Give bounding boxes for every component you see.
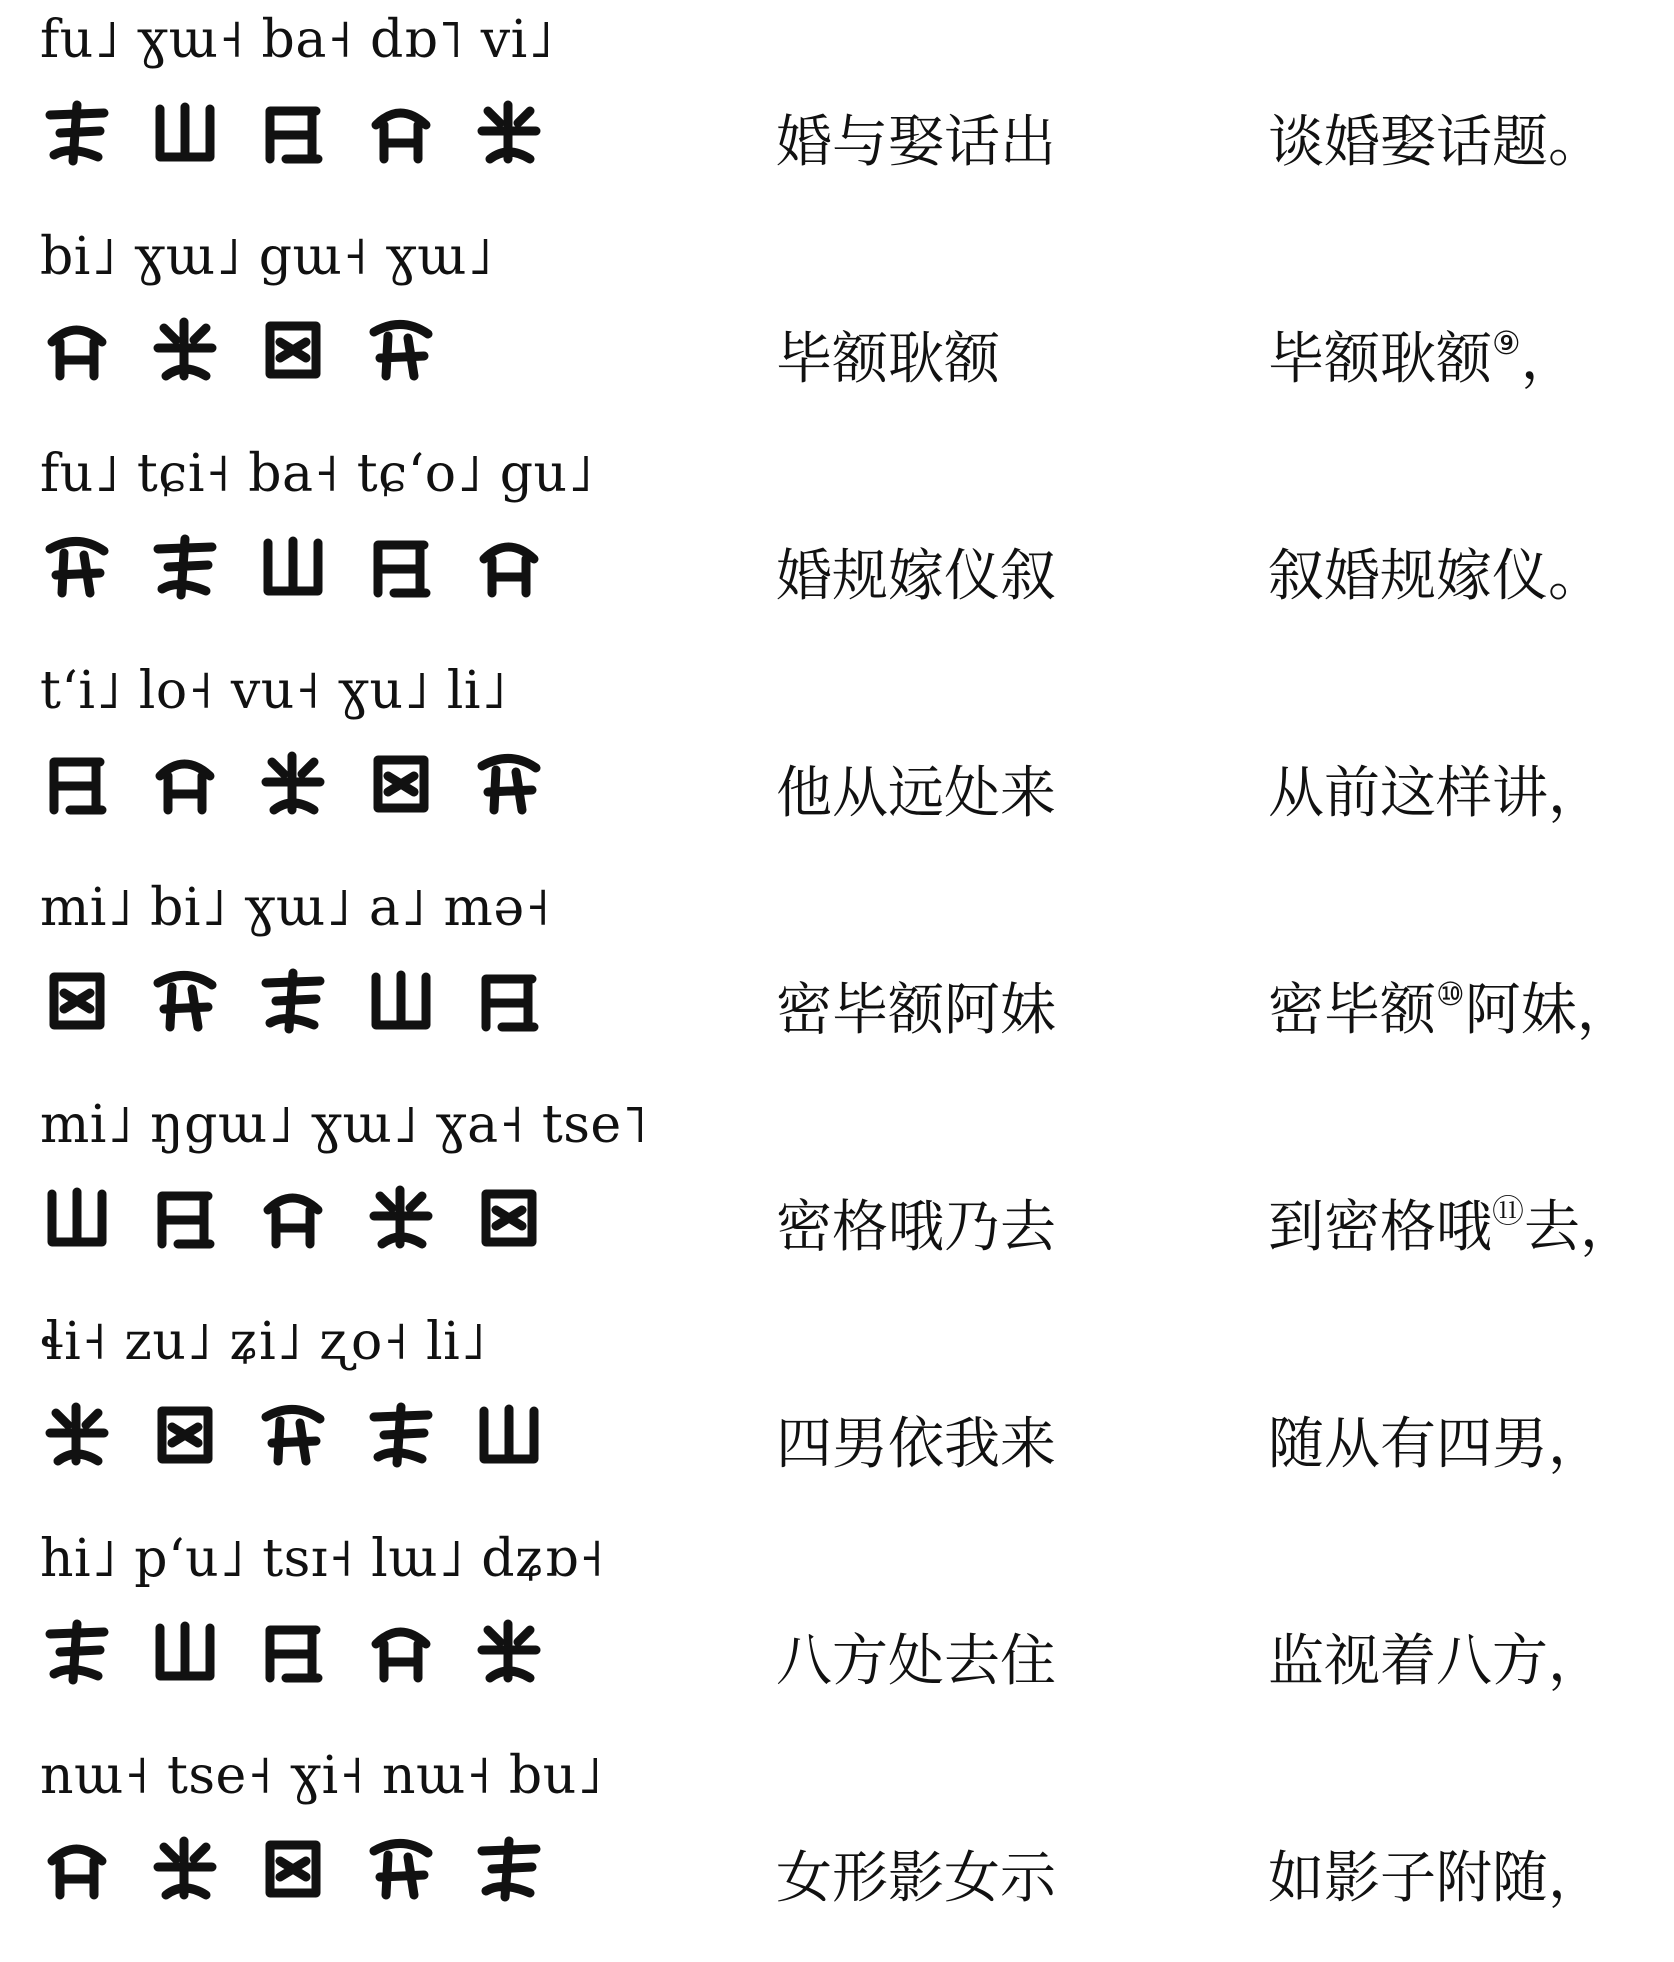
yi-character-glyph xyxy=(40,746,114,820)
free-translation-text: 叙婚规嫁仪。 xyxy=(1268,544,1604,609)
yi-character-glyph xyxy=(256,312,330,386)
yi-script-row xyxy=(40,733,546,833)
yi-character-glyph xyxy=(364,1397,438,1471)
yi-script-row xyxy=(40,1601,546,1701)
free-translation-text: 随从有四男， xyxy=(1268,1412,1604,1477)
yi-character-glyph xyxy=(472,529,546,603)
verse-line xyxy=(0,661,1674,877)
free-translation-text: 监视着八方， xyxy=(1268,1629,1604,1694)
yi-character-glyph xyxy=(148,529,222,603)
yi-character-glyph xyxy=(40,95,114,169)
yi-character-glyph xyxy=(472,746,546,820)
literal-translation: 密毕额阿妹 xyxy=(776,978,1056,1043)
yi-character-glyph xyxy=(256,95,330,169)
free-translation-text: 密毕额 xyxy=(1268,978,1436,1043)
yi-character-glyph xyxy=(148,746,222,820)
yi-character-glyph xyxy=(472,1180,546,1254)
yi-character-glyph xyxy=(148,95,222,169)
free-translation xyxy=(1268,544,1604,610)
yi-character-glyph xyxy=(364,746,438,820)
verse-line xyxy=(0,1095,1674,1311)
verse-line xyxy=(0,227,1674,443)
verse-line xyxy=(0,1312,1674,1528)
ipa-transcription: bi˩ ɣɯ˩ gɯ˧ ɣɯ˩ xyxy=(40,227,494,287)
yi-character-glyph xyxy=(40,1397,114,1471)
yi-character-glyph xyxy=(40,312,114,386)
yi-character-glyph xyxy=(256,1397,330,1471)
literal-translation: 女形影女示 xyxy=(776,1846,1056,1911)
free-translation-text: 如影子附随， xyxy=(1268,1846,1604,1911)
verse-line xyxy=(0,1529,1674,1745)
yi-character-glyph xyxy=(364,1831,438,1905)
footnote-marker: ⑪ xyxy=(1492,1192,1525,1230)
free-translation-text: 谈婚娶话题。 xyxy=(1268,110,1604,175)
yi-character-glyph xyxy=(148,963,222,1037)
yi-character-glyph xyxy=(148,312,222,386)
yi-character-glyph xyxy=(148,1397,222,1471)
yi-character-glyph xyxy=(256,529,330,603)
yi-character-glyph xyxy=(256,963,330,1037)
yi-script-row xyxy=(40,1818,546,1918)
literal-translation: 密格哦乃去 xyxy=(776,1195,1056,1260)
free-translation xyxy=(1268,110,1604,176)
free-translation xyxy=(1268,975,1633,1044)
yi-character-glyph xyxy=(256,1180,330,1254)
yi-character-glyph xyxy=(472,1831,546,1905)
free-translation-text: 毕额耿额 xyxy=(1268,327,1492,392)
yi-character-glyph xyxy=(256,746,330,820)
yi-character-glyph xyxy=(364,1614,438,1688)
free-translation-tail: 阿妹， xyxy=(1464,978,1633,1043)
yi-script-row xyxy=(40,299,438,399)
yi-character-glyph xyxy=(364,312,438,386)
yi-character-glyph xyxy=(364,1180,438,1254)
literal-translation: 毕额耿额 xyxy=(776,327,1000,392)
yi-character-glyph xyxy=(256,1614,330,1688)
free-translation xyxy=(1268,1412,1604,1478)
yi-character-glyph xyxy=(40,1831,114,1905)
ipa-transcription: nɯ˧ tse˧ ɣi˧ nɯ˧ bu˩ xyxy=(40,1746,603,1806)
yi-character-glyph xyxy=(472,963,546,1037)
ipa-transcription: mi˩ bi˩ ɣɯ˩ a˩ mə˧ xyxy=(40,878,551,938)
ipa-transcription: fu˩ ɣɯ˧ ba˧ dɒ˥ vi˩ xyxy=(40,10,554,70)
yi-script-row xyxy=(40,516,546,616)
yi-character-glyph xyxy=(364,963,438,1037)
yi-script-row xyxy=(40,1384,546,1484)
literal-translation: 他从远处来 xyxy=(776,761,1056,826)
verse-line xyxy=(0,1746,1674,1962)
ipa-transcription: tʻi˩ lo˧ vu˧ ɣu˩ li˩ xyxy=(40,661,508,721)
yi-character-glyph xyxy=(40,1614,114,1688)
free-translation-tail: 去， xyxy=(1524,1195,1637,1260)
literal-translation: 婚规嫁仪叙 xyxy=(776,544,1056,609)
yi-character-glyph xyxy=(364,529,438,603)
yi-character-glyph xyxy=(148,1614,222,1688)
footnote-marker: ⑩ xyxy=(1436,975,1465,1013)
free-translation xyxy=(1268,1846,1604,1912)
free-translation xyxy=(1268,761,1604,827)
literal-translation: 八方处去住 xyxy=(776,1629,1056,1694)
free-translation-tail: ， xyxy=(1520,327,1577,392)
ipa-transcription: fu˩ tɕi˧ ba˧ tɕʻo˩ gu˩ xyxy=(40,444,594,504)
yi-character-glyph xyxy=(472,1397,546,1471)
ipa-transcription: hi˩ pʻu˩ tsɪ˧ lɯ˩ dʑɒ˧ xyxy=(40,1529,605,1589)
ipa-transcription: ɬi˧ zu˩ ʑi˩ ʐo˧ li˩ xyxy=(40,1312,487,1372)
yi-character-glyph xyxy=(40,529,114,603)
yi-character-glyph xyxy=(472,95,546,169)
free-translation-text: 从前这样讲， xyxy=(1268,761,1604,826)
yi-character-glyph xyxy=(256,1831,330,1905)
free-translation xyxy=(1268,1629,1604,1695)
yi-script-row xyxy=(40,1167,546,1267)
free-translation xyxy=(1268,1192,1637,1261)
yi-character-glyph xyxy=(148,1831,222,1905)
literal-translation: 婚与娶话出 xyxy=(776,110,1056,175)
literal-translation: 四男依我来 xyxy=(776,1412,1056,1477)
yi-character-glyph xyxy=(148,1180,222,1254)
verse-line xyxy=(0,444,1674,660)
yi-character-glyph xyxy=(40,963,114,1037)
yi-character-glyph xyxy=(472,1614,546,1688)
ipa-transcription: mi˩ ŋgɯ˩ ɣɯ˩ ɣa˧ tse˥ xyxy=(40,1095,648,1155)
verse-line xyxy=(0,878,1674,1094)
yi-script-row xyxy=(40,82,546,182)
yi-script-row xyxy=(40,950,546,1050)
free-translation-text: 到密格哦 xyxy=(1268,1195,1492,1260)
free-translation xyxy=(1268,324,1577,393)
yi-character-glyph xyxy=(40,1180,114,1254)
footnote-marker: ⑨ xyxy=(1492,324,1521,362)
yi-character-glyph xyxy=(364,95,438,169)
verse-line xyxy=(0,10,1674,226)
